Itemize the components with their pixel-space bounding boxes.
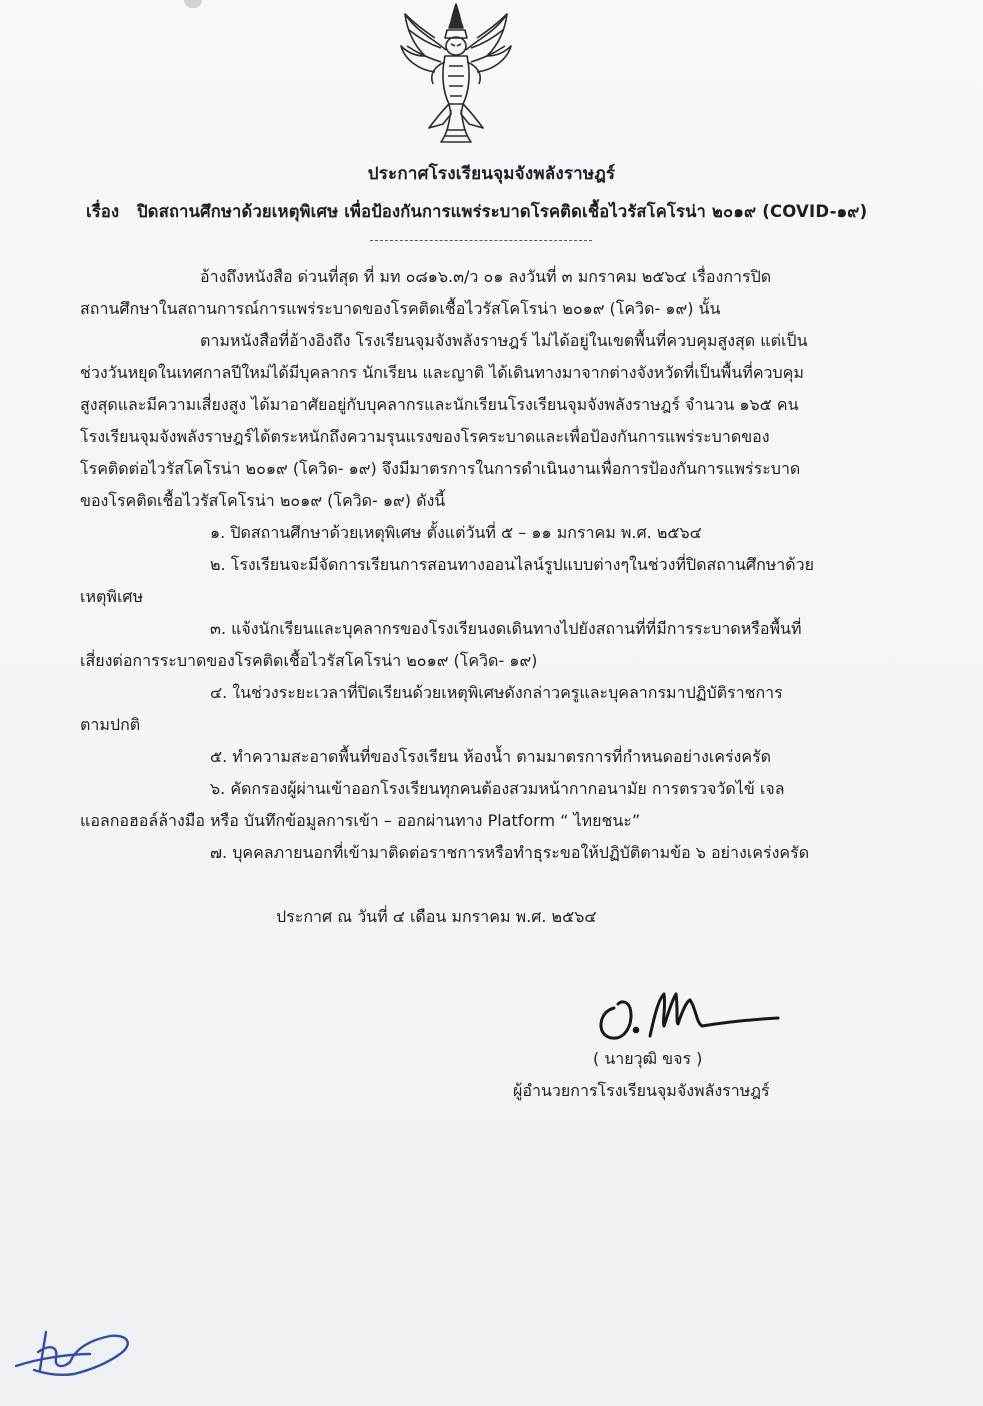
paragraph-line-5: โรคติดต่อไวรัสโคโรน่า ๒๐๑๙ (โควิด- ๑๙) จึงมีมาตรการในการดำเนินงานเพื่อการป้องกันการแพร่ระบาด (80, 459, 801, 478)
measure-item-3-line-2: เสี่ยงต่อการระบาดของโรคติดเชื้อไวรัสโคโรน่า ๒๐๑๙ (โควิด- ๑๙) (80, 651, 538, 670)
garuda-emblem-icon (395, 0, 517, 146)
paragraph-line-2: ช่วงวันหยุดในเทศกาลปีใหม่ได้มีบุคลากร นักเรียน และญาติ ได้เดินทางมาจากต่างจังหวัดที่เป็นพื้นที่ควบคุม (80, 363, 804, 382)
measure-item-6-line-1: ๖. คัดกรองผู้ผ่านเข้าออกโรงเรียนทุกคนต้องสวมหน้ากากอนามัย การตรวจวัดไข้ เจล (210, 779, 785, 798)
measure-item-5: ๕. ทำความสะอาดพื้นที่ของโรงเรียน ห้องน้ำ ตามมาตรการที่กำหนดอย่างเคร่งครัด (210, 747, 772, 766)
measure-item-2-line-2: เหตุพิเศษ (80, 587, 144, 606)
handwritten-signature-icon (592, 978, 782, 1048)
announcement-title: ประกาศโรงเรียนจุมจังพลังราษฎร์ (367, 164, 616, 184)
paragraph-line-4: โรงเรียนจุมจังพลังราษฎร์ได้ตระหนักถึงความรุนแรงของโรคระบาดและเพื่อป้องกันการแพร่ระบาดของ (80, 427, 770, 446)
measure-item-4-line-2: ตามปกติ (80, 715, 141, 734)
reference-line-1: อ้างถึงหนังสือ ด่วนที่สุด ที่ มท ๐๘๑๖.๓/ว ๐๑ ลงวันที่ ๓ มกราคม ๒๕๖๔ เรื่องการปิด (200, 267, 772, 286)
reference-line-2: สถานศึกษาในสถานการณ์การแพร่ระบาดของโรคติดเชื้อไวรัสโคโรน่า ๒๐๑๙ (โควิด- ๑๙) นั้น (80, 299, 721, 318)
measure-item-7: ๗. บุคคลภายนอกที่เข้ามาติดต่อราชการหรือทำธุระขอให้ปฏิบัติตามข้อ ๖ อย่างเคร่งครัด (210, 843, 810, 862)
subject-label: เรื่อง (86, 202, 120, 221)
paragraph-line-1: ตามหนังสือที่อ้างอิงถึง โรงเรียนจุมจังพลังราษฎร์ ไม่ได้อยู่ในเขตพื้นที่ควบคุมสูงสุด แต่เป็น (200, 331, 808, 350)
measure-item-1: ๑. ปิดสถานศึกษาด้วยเหตุพิเศษ ตั้งแต่วันที่ ๕ – ๑๑ มกราคม พ.ศ. ๒๕๖๔ (210, 523, 702, 542)
signer-position: ผู้อำนวยการโรงเรียนจุมจังพลังราษฎร์ (513, 1081, 770, 1100)
initials-signature-icon (10, 1318, 140, 1380)
announcement-date: ประกาศ ณ วันที่ ๔ เดือน มกราคม พ.ศ. ๒๕๖๔ (276, 907, 597, 926)
paragraph-line-6: ของโรคติดเชื้อไวรัสโคโรน่า ๒๐๑๙ (โควิด- ๑๙) ดังนี้ (80, 491, 446, 510)
subject-text: ปิดสถานศึกษาด้วยเหตุพิเศษ เพื่อป้องกันการแพร่ระบาดโรคติดเชื้อไวรัสโคโรน่า ๒๐๑๙ (COVID-๑๙) (137, 202, 868, 221)
measure-item-3-line-1: ๓. แจ้งนักเรียนและบุคลากรของโรงเรียนงดเดินทางไปยังสถานที่ที่มีการระบาดหรือพื้นที่ (210, 619, 802, 638)
measure-item-2-line-1: ๒. โรงเรียนจะมีจัดการเรียนการสอนทางออนไลน์รูปแบบต่างๆในช่วงที่ปิดสถานศึกษาด้วย (210, 555, 815, 574)
title-divider (370, 240, 592, 241)
measure-item-4-line-1: ๔. ในช่วงระยะเวลาที่ปิดเรียนด้วยเหตุพิเศษดังกล่าวครูและบุคลากรมาปฏิบัติราชการ (210, 683, 783, 702)
measure-item-6-line-2: แอลกอฮอล์ล้างมือ หรือ บันทึกข้อมูลการเข้า – ออกผ่านทาง Platform “ ไทยชนะ” (80, 811, 641, 830)
signer-name: ( นายวุฒิ ขจร ) (593, 1049, 703, 1068)
punch-hole-mark (184, 0, 202, 8)
paragraph-line-3: สูงสุดและมีความเสี่ยงสูง ได้มาอาศัยอยู่กับบุคลากรและนักเรียนโรงเรียนจุมจังพลังราษฎร์ จำนวน ๑๖๕ คน (80, 395, 799, 414)
subject-line (86, 199, 906, 225)
